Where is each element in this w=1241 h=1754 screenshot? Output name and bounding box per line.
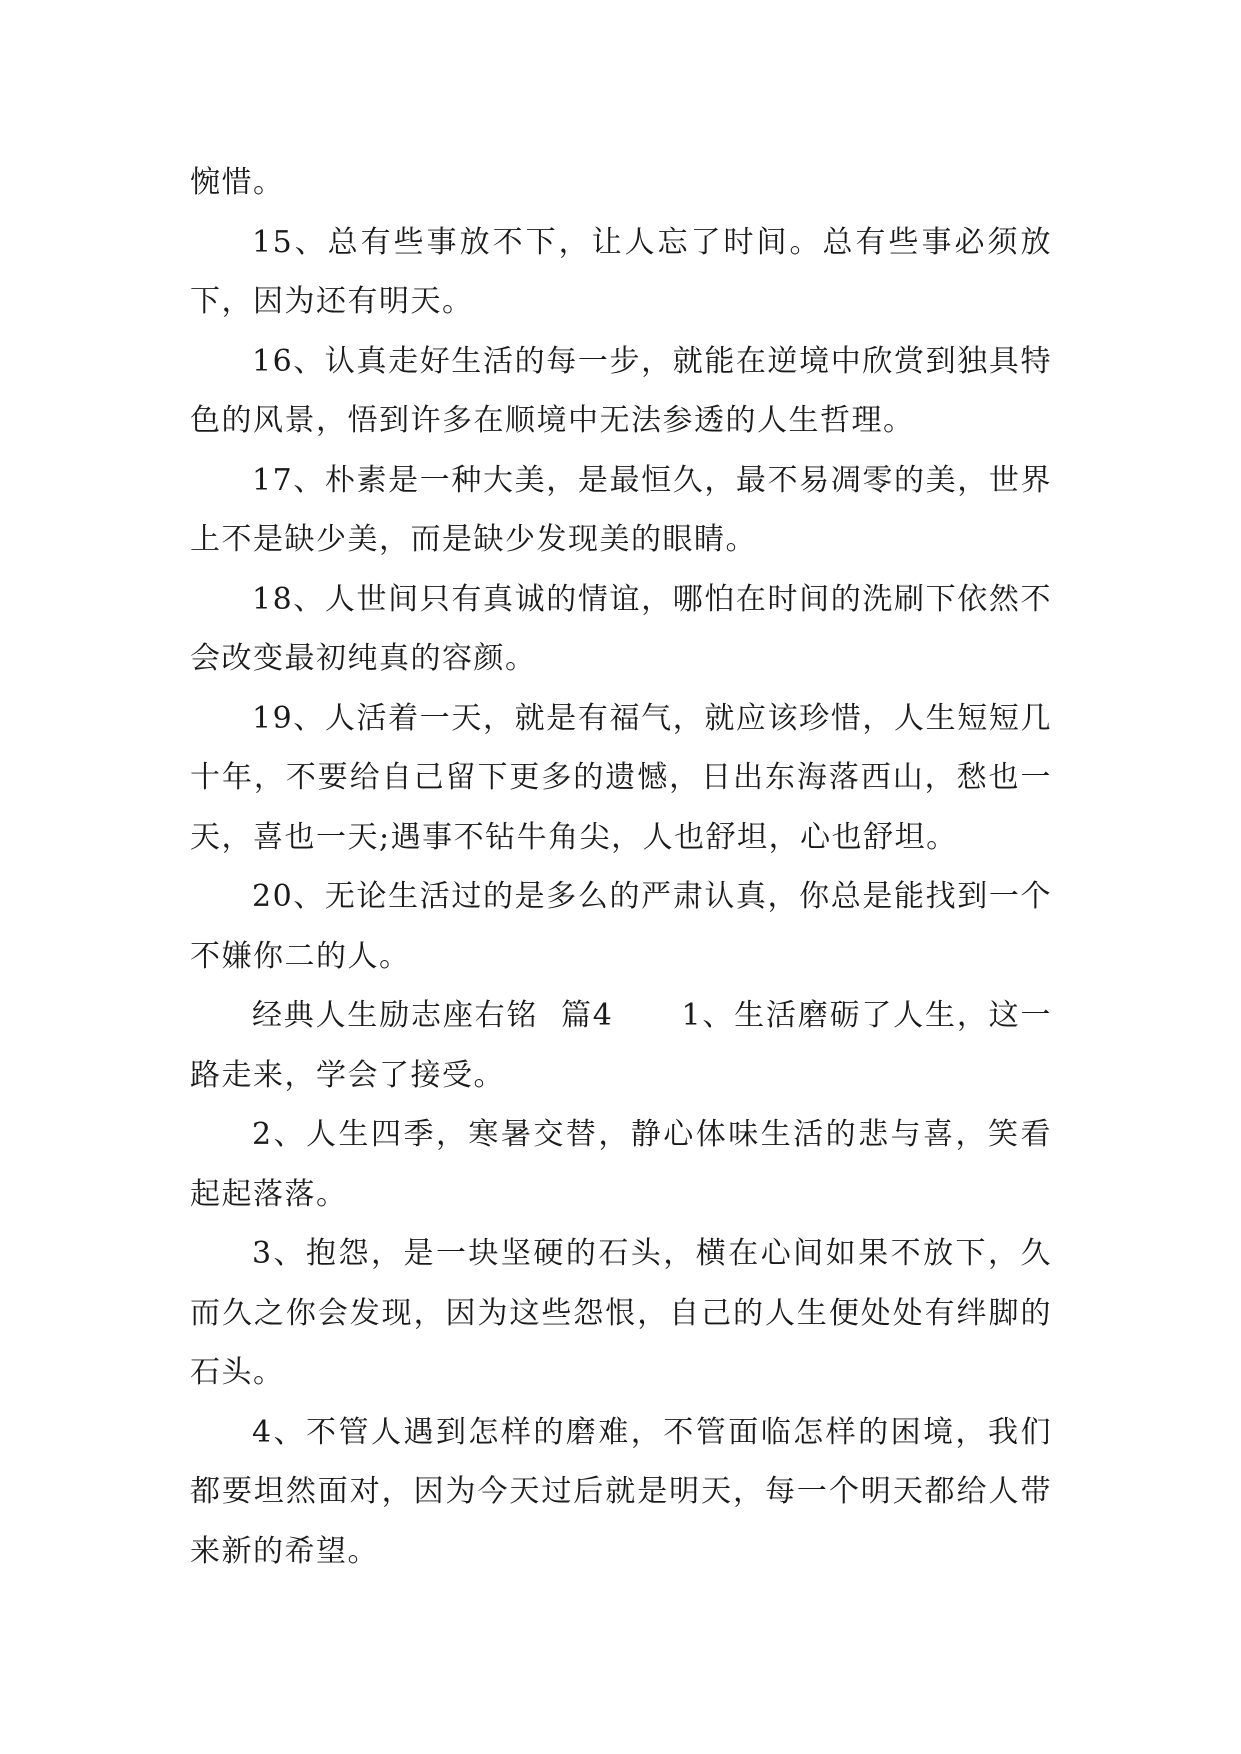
section-heading-paragraph: 经典人生励志座右铭 篇4 1、生活磨砺了人生，这一路走来，学会了接受。 (190, 998, 1052, 1093)
body-text (190, 153, 1052, 1581)
paragraph-continuation: 惋惜。 (190, 165, 285, 200)
paragraph-item-18: 18、人世间只有真诚的情谊，哪怕在时间的洗刷下依然不会改变最初纯真的容颜。 (190, 581, 1052, 676)
paragraph-item-20: 20、无论生活过的是多么的严肃认真，你总是能找到一个不嫌你二的人。 (190, 879, 1052, 974)
paragraph-item-15: 15、总有些事放不下，让人忘了时间。总有些事必须放下，因为还有明天。 (190, 224, 1052, 319)
paragraph-item-16: 16、认真走好生活的每一步，就能在逆境中欣赏到独具特色的风景，悟到许多在顺境中无法参透的人生哲理。 (190, 343, 1052, 438)
paragraph-item-4: 4、不管人遇到怎样的磨难，不管面临怎样的困境，我们都要坦然面对，因为今天过后就是明天，每一个明天都给人带来新的希望。 (190, 1414, 1052, 1569)
paragraph-item-3: 3、抱怨，是一块坚硬的石头，横在心间如果不放下，久而久之你会发现，因为这些怨恨，自己的人生便处处有绊脚的石头。 (190, 1236, 1052, 1390)
paragraph-item-2: 2、人生四季，寒暑交替，静心体味生活的悲与喜，笑看起起落落。 (190, 1117, 1052, 1212)
paragraph-item-19: 19、人活着一天，就是有福气，就应该珍惜，人生短短几十年，不要给自己留下更多的遗憾，日出东海落西山，愁也一天，喜也一天;遇事不钻牛角尖，人也舒坦，心也舒坦。 (190, 700, 1052, 855)
paragraph-item-17: 17、朴素是一种大美，是最恒久，最不易凋零的美，世界上不是缺少美，而是缺少发现美的眼睛。 (190, 462, 1052, 557)
